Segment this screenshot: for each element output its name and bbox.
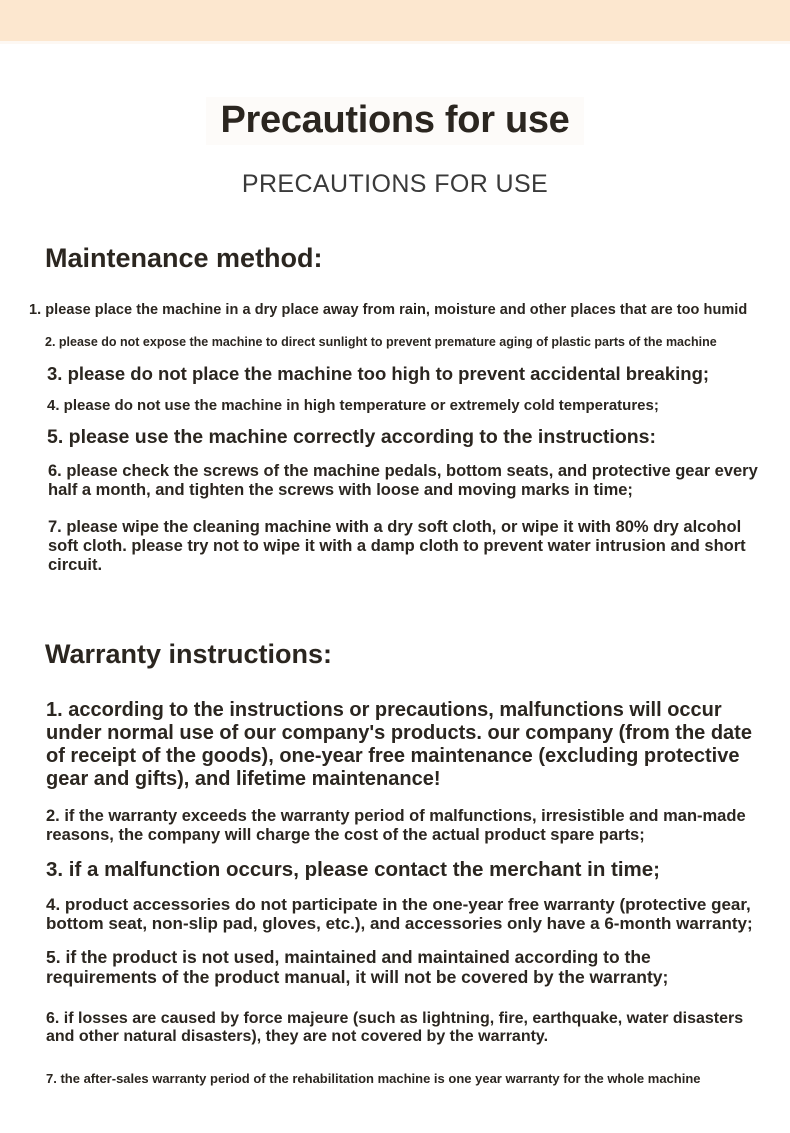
list-item: 1. please place the machine in a dry place away from rain, moisture and other places that are too humid xyxy=(29,302,748,319)
maintenance-section xyxy=(0,242,790,575)
top-color-band xyxy=(0,0,790,41)
warranty-list xyxy=(45,699,760,1088)
list-item: 3. if a malfunction occurs, please contact the merchant in time; xyxy=(46,858,661,882)
list-item: 7. please wipe the cleaning machine with a dry soft cloth, or wipe it with 80% dry alcohol soft cloth. please try not to wipe it with a damp cloth to prevent water intrusion and short circuit. xyxy=(48,518,746,574)
list-item: 2. please do not expose the machine to direct sunlight to prevent premature aging of plastic parts of the machine xyxy=(45,335,717,350)
list-item: 4. please do not use the machine in high temperature or extremely cold temperatures; xyxy=(47,396,659,414)
list-item: 6. please check the screws of the machine pedals, bottom seats, and protective gear every half a month, and tighten the screws with loose and moving marks in time; xyxy=(48,462,758,500)
list-item: 5. please use the machine correctly according to the instructions: xyxy=(47,426,657,449)
maintenance-list xyxy=(29,302,760,574)
warranty-heading: Warranty instructions: xyxy=(45,639,333,670)
title-block xyxy=(0,97,790,199)
list-item: 7. the after-sales warranty period of the rehabilitation machine is one year warranty for the whole machine xyxy=(46,1071,701,1087)
list-item: 4. product accessories do not participate in the one-year free warranty (protective gear, bottom seat, non-slip pad, gloves, etc.), and accessories only have a 6-month warranty; xyxy=(46,894,753,934)
band-fade-divider xyxy=(0,41,790,44)
page-title: Precautions for use xyxy=(206,97,583,145)
warranty-section xyxy=(0,638,790,1087)
list-item: 1. according to the instructions or precautions, malfunctions will occur under normal use of our company's products. our company (from the date of receipt of the goods), one-year free maintenance (excluding protective gear and gifts), and lifetime maintenance! xyxy=(46,698,752,790)
maintenance-heading: Maintenance method: xyxy=(45,242,323,273)
list-item: 3. please do not place the machine too high to prevent accidental breaking; xyxy=(47,362,710,384)
list-item: 6. if losses are caused by force majeure (such as lightning, fire, earthquake, water disasters and other natural disasters), they are not covered by the warranty. xyxy=(46,1009,744,1045)
page-subtitle: PRECAUTIONS FOR USE xyxy=(241,169,549,198)
list-item: 5. if the product is not used, maintained and maintained according to the requirements of the product manual, it will not be covered by the warranty; xyxy=(46,946,669,987)
list-item: 2. if the warranty exceeds the warranty period of malfunctions, irresistible and man-made reasons, the company will charge the cost of the actual product spare parts; xyxy=(46,806,746,844)
